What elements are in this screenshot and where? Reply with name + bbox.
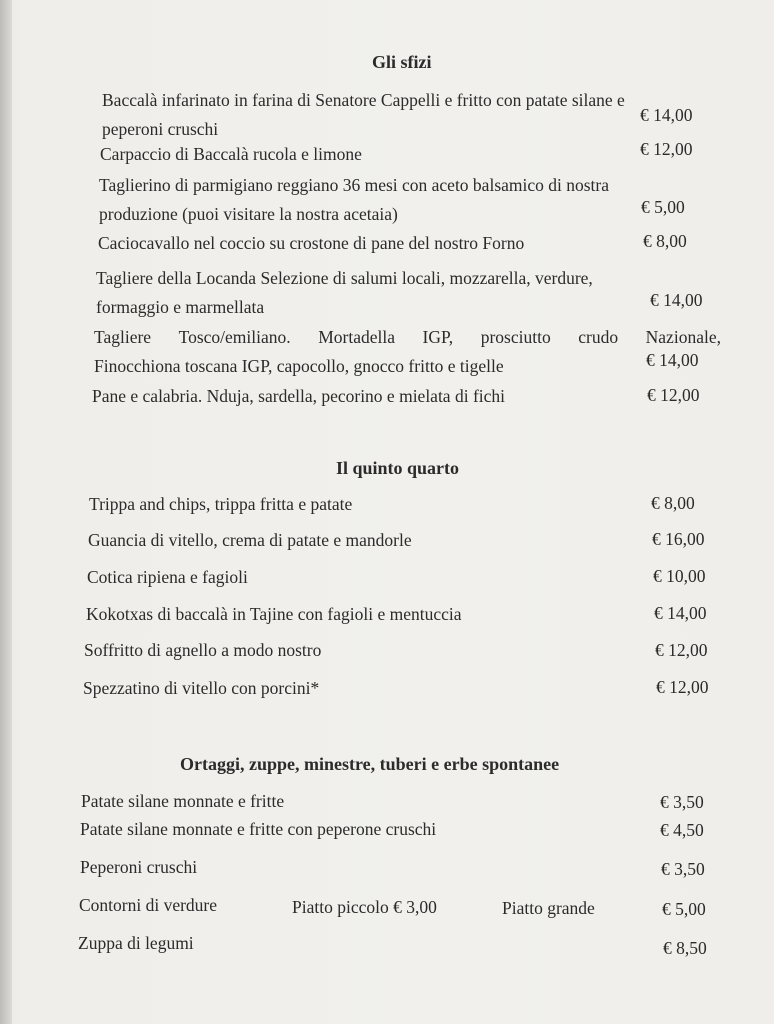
menu-item-word: Tosco/emiliano.: [178, 327, 291, 347]
menu-item-line: Baccalà infarinato in farina di Senatore Cappelli e fritto con patate silane e: [102, 90, 625, 110]
section-title-gli-sfizi: Gli sfizi: [372, 52, 432, 72]
menu-item-line: Contorni di verdure: [79, 895, 218, 915]
menu-item-line: Spezzatino di vitello con porcini*: [83, 678, 320, 698]
menu-item-line: Trippa and chips, trippa fritta e patate: [89, 494, 353, 514]
menu-item-line: Zuppa di legumi: [78, 933, 194, 953]
menu-item-large-portion: Piatto grande: [502, 898, 595, 918]
menu-item-taglierino: [99, 171, 609, 229]
menu-item-price: € 5,00: [641, 197, 685, 217]
menu-item-line: Peperoni cruschi: [80, 857, 198, 877]
menu-item-price: € 5,00: [662, 899, 706, 919]
menu-item-word: crudo: [578, 327, 619, 347]
menu-item-patate-fritte: [81, 787, 284, 816]
menu-item-line: Caciocavallo nel coccio su crostone di pane del nostro Forno: [98, 233, 525, 253]
menu-item-word: IGP,: [422, 327, 454, 347]
menu-item-tagliere-locanda: [96, 264, 593, 322]
menu-item-price: € 8,00: [651, 493, 695, 513]
menu-item-spezzatino: [83, 674, 319, 703]
menu-item-word: Mortadella: [318, 327, 395, 347]
menu-item-price: € 4,50: [660, 820, 704, 840]
menu-item-pane-e-calabria: [92, 382, 505, 411]
menu-item-price: € 3,50: [660, 792, 704, 812]
menu-item-price: € 12,00: [647, 385, 700, 405]
section-title-il-quinto-quarto: Il quinto quarto: [336, 458, 460, 478]
menu-item-price: € 12,00: [640, 139, 693, 159]
menu-item-price: € 12,00: [656, 677, 709, 697]
menu-item-soffritto: [84, 636, 321, 665]
menu-item-price: € 10,00: [653, 566, 706, 586]
menu-item-price: € 14,00: [650, 290, 703, 310]
menu-item-line: Soffritto di agnello a modo nostro: [84, 640, 322, 660]
menu-item-peperoni-cruschi: [80, 853, 197, 882]
menu-item-word: prosciutto: [480, 327, 551, 347]
menu-item-price: € 14,00: [654, 603, 707, 623]
menu-item-line: Finocchiona toscana IGP, capocollo, gnocco fritto e tigelle: [94, 356, 504, 376]
menu-item-price: € 8,50: [663, 938, 707, 958]
menu-item-line: peperoni cruschi: [102, 119, 219, 139]
menu-item-patate-peperone: [80, 815, 436, 844]
menu-item-trippa: [89, 490, 352, 519]
menu-item-line: Carpaccio di Baccalà rucola e limone: [100, 144, 362, 164]
menu-item-caciocavallo: [98, 229, 524, 258]
menu-item-line: Patate silane monnate e fritte: [81, 791, 285, 811]
menu-item-price: € 14,00: [640, 105, 693, 125]
menu-item-word: Tagliere: [94, 327, 152, 347]
menu-item-line: produzione (puoi visitare la nostra acetaia): [99, 204, 398, 224]
menu-item-price: € 12,00: [655, 640, 708, 660]
menu-item-zuppa: [78, 929, 194, 958]
menu-item-line: Tagliere della Locanda Selezione di salumi locali, mozzarella, verdure,: [96, 268, 593, 288]
menu-item-line: Patate silane monnate e fritte con peperone cruschi: [80, 819, 437, 839]
menu-item-carpaccio: [100, 140, 362, 169]
menu-item-tagliere-tosco-emiliano: [94, 323, 721, 381]
menu-item-line: Kokotxas di baccalà in Tajine con fagioli e mentuccia: [86, 604, 462, 624]
menu-item-word: Nazionale,: [645, 327, 721, 347]
menu-item-line: Cotica ripiena e fagioli: [87, 567, 248, 587]
menu-item-price: € 16,00: [652, 529, 705, 549]
menu-item-guancia: [88, 526, 412, 555]
menu-item-baccala-infarinato: [102, 86, 625, 144]
menu-item-price: € 3,50: [661, 859, 705, 879]
menu-item-kokotxas: [86, 600, 462, 629]
menu-item-contorni: [79, 891, 217, 920]
menu-item-price: € 14,00: [646, 350, 699, 370]
menu-item-price: € 8,00: [643, 231, 687, 251]
menu-item-line: Pane e calabria. Nduja, sardella, pecorino e mielata di fichi: [92, 386, 506, 406]
menu-item-line: Taglierino di parmigiano reggiano 36 mesi con aceto balsamico di nostra: [99, 175, 610, 195]
section-title-ortaggi: Ortaggi, zuppe, minestre, tuberi e erbe spontanee: [180, 754, 560, 774]
menu-item-small-portion: Piatto piccolo € 3,00: [292, 897, 437, 917]
menu-item-line: [94, 323, 721, 352]
menu-item-line: formaggio e marmellata: [96, 297, 265, 317]
menu-item-line: Guancia di vitello, crema di patate e mandorle: [88, 530, 412, 550]
menu-item-cotica: [87, 563, 248, 592]
